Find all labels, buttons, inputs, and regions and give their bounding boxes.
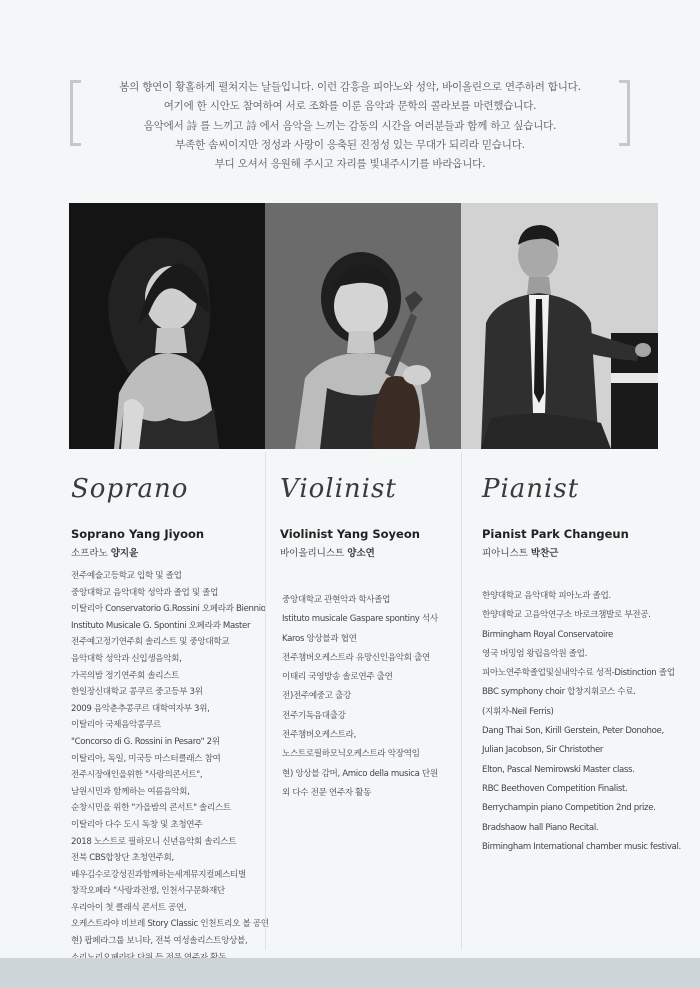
- career-item: Karos 앙상블과 협연: [282, 633, 357, 644]
- intro-line: 음악에서 詩 를 느끼고 詩 에서 음악을 느끼는 감동의 시간을 여러분들과 함께 하고 싶습니다.: [143, 119, 557, 132]
- intro-section: [70, 74, 630, 184]
- career-item: Birmingham International chamber music festival.: [482, 841, 681, 852]
- performer-name-kr: [71, 545, 138, 559]
- intro-line: 부족한 솜씨이지만 정성과 사랑이 응축된 진정성 있는 무대가 되리라 믿습니다.: [175, 138, 525, 151]
- left-bracket-decoration: [70, 80, 81, 146]
- career-item: (지휘자-Neil Ferris): [482, 706, 554, 717]
- violinist-column: [265, 452, 462, 950]
- career-item: 피아노연주학졸업및실내악수료 성적-Distinction 졸업: [482, 668, 675, 679]
- performer-name-kr-bold: 양지윤: [110, 548, 139, 559]
- career-item: 중앙대학교 음악대학 성악과 졸업 및 졸업: [71, 587, 219, 598]
- career-item: 전주예술고등학교 입학 및 졸업: [71, 571, 182, 581]
- career-item: 한양대학교 고음악연구소 바로크챔발로 부전공.: [482, 610, 651, 621]
- career-item: 2018 노스트로 필하모니 신년음악회 솔리스트: [71, 836, 237, 847]
- pianist-column: [461, 452, 681, 950]
- career-item: 한일장신대학교 콩쿠르 중고등부 3위: [71, 687, 203, 698]
- career-item: 이탈리아, 독일, 미국등 마스터클래스 참여: [71, 753, 221, 764]
- performer-photos: [69, 203, 658, 449]
- intro-line: 여기에 한 시안도 참여하여 서로 조화를 이룬 음악과 문학의 콜라보를 마련했습니다.: [163, 100, 537, 113]
- career-item: 영국 버밍엄 왕립음악원 졸업.: [482, 648, 587, 659]
- career-item: Birmingham Royal Conservatoire: [482, 629, 613, 640]
- soprano-photo: [69, 203, 265, 449]
- performer-name-kr-bold: 박찬근: [530, 548, 559, 559]
- career-item: Dang Thai Son, Kirill Gerstein, Peter Donohoe,: [482, 726, 664, 737]
- career-item: 전주챔버오케스트라 유망신인음악회 출연: [282, 652, 430, 663]
- script-title: Violinist: [280, 474, 397, 504]
- career-item: 한양대학교 음악대학 피아노과 졸업.: [482, 591, 611, 601]
- career-item: 전북 CBS합창단 초청연주회,: [71, 853, 174, 864]
- performer-name-en: Violinist Yang Soyeon: [280, 527, 420, 541]
- performer-role-kr: 바이올리니스트: [280, 548, 345, 559]
- career-item: 순창시민을 위한 "가을밤의 콘서트" 솔리스트: [71, 803, 231, 814]
- performer-name-en: Pianist Park Changeun: [482, 527, 629, 541]
- career-item: 오케스트라야 비브레 Story Classic 인천트리오 볼 공연: [71, 919, 269, 930]
- soprano-column: [69, 452, 269, 950]
- career-item: 이태리 국영방송 솔로연주 출연: [282, 672, 393, 683]
- career-item: 전주시장애인을위한 "사랑의콘서트",: [71, 770, 203, 781]
- career-list: [71, 568, 269, 966]
- career-item: 이탈리아 국제음악콩쿠르: [71, 720, 161, 731]
- career-list: [482, 587, 681, 857]
- performer-name-kr-bold: 양소연: [347, 548, 375, 559]
- performer-name-kr: [280, 545, 375, 559]
- career-item: 우리아이 첫 클래식 콘서트 공연,: [71, 902, 187, 913]
- performer-name-kr: [482, 545, 558, 559]
- career-item: Instituto Musicale G. Spontini 오페라과 Master: [71, 620, 251, 631]
- career-item: 현) 팝페라그룹 보니타, 전북 여성솔리스트앙상블,: [71, 936, 248, 947]
- script-title: Pianist: [482, 474, 580, 504]
- script-title: Soprano: [71, 474, 189, 504]
- intro-line: 봄의 향연이 황홀하게 펼쳐지는 날들입니다. 이런 감흥을 피아노와 성악, 바이올린으로 연주하려 합니다.: [119, 81, 581, 93]
- intro-line: 부디 오셔서 응원해 주시고 자리를 빛내주시기를 바라옵니다.: [214, 158, 486, 171]
- performer-role-kr: 피아니스트: [482, 548, 528, 559]
- career-item: 창작오페라 "사랑과전쟁, 인천서구문화재단: [71, 886, 225, 897]
- career-item: 현) 앙상블 감머, Amico della musica 단원: [282, 768, 438, 779]
- career-item: 배우김수로강성진과함께하는세계뮤지컬페스티벌: [71, 869, 246, 880]
- career-item: Istituto musicale Gaspare spontiny 석사: [282, 614, 438, 625]
- career-item: 가곡의밤 정기연주회 솔리스트: [71, 670, 180, 681]
- career-item: RBC Beethoven Competition Finalist.: [482, 783, 628, 794]
- career-item: 2009 음악춘추콩쿠르 대학여자부 3위,: [71, 703, 210, 714]
- career-item: 이탈리아 다수 도시 독창 및 초청연주: [71, 819, 203, 830]
- career-item: BBC symphony choir 합창지휘코스 수료.: [482, 687, 636, 698]
- violinist-photo: [265, 203, 461, 449]
- career-item: 노스트로필하모닉오케스트라 악장역임: [282, 749, 420, 760]
- footer-band: [0, 958, 700, 988]
- performer-role-kr: 소프라노: [71, 548, 108, 559]
- intro-text: [92, 78, 608, 174]
- career-item: 전주챔버오케스트라,: [282, 730, 356, 741]
- career-item: Berrychampin piano Competition 2nd prize.: [482, 803, 656, 814]
- performer-name-en: Soprano Yang Jiyoon: [71, 527, 205, 541]
- right-bracket-decoration: [619, 80, 630, 146]
- career-item: "Concorso di G. Rossini in Pesaro" 2위: [71, 736, 220, 747]
- career-item: Bradshaow hall Piano Recital.: [482, 822, 599, 833]
- career-item: Julian Jacobson, Sir Christother: [482, 745, 604, 756]
- career-item: 전)전주예중고 출강: [282, 691, 351, 702]
- pianist-photo: [461, 203, 658, 449]
- career-item: 외 다수 전문 연주자 활동: [282, 787, 372, 798]
- career-item: 전주기독음대출강: [282, 710, 346, 721]
- career-item: 남원시민과 함께하는 여름음악회,: [71, 786, 190, 797]
- career-item: 전주예고정기연주회 솔리스트 및 중앙대학교: [71, 637, 230, 648]
- career-list: [282, 591, 438, 803]
- career-item: 이탈리아 Conservatorio G.Rossini 오페라과 Biennio: [71, 604, 266, 615]
- career-item: Elton, Pascal Nemirowski Master class.: [482, 764, 635, 775]
- career-item: 중앙대학교 관현악과 학사졸업: [282, 595, 391, 605]
- career-item: 음악대학 성악과 신입생음악회,: [71, 653, 182, 664]
